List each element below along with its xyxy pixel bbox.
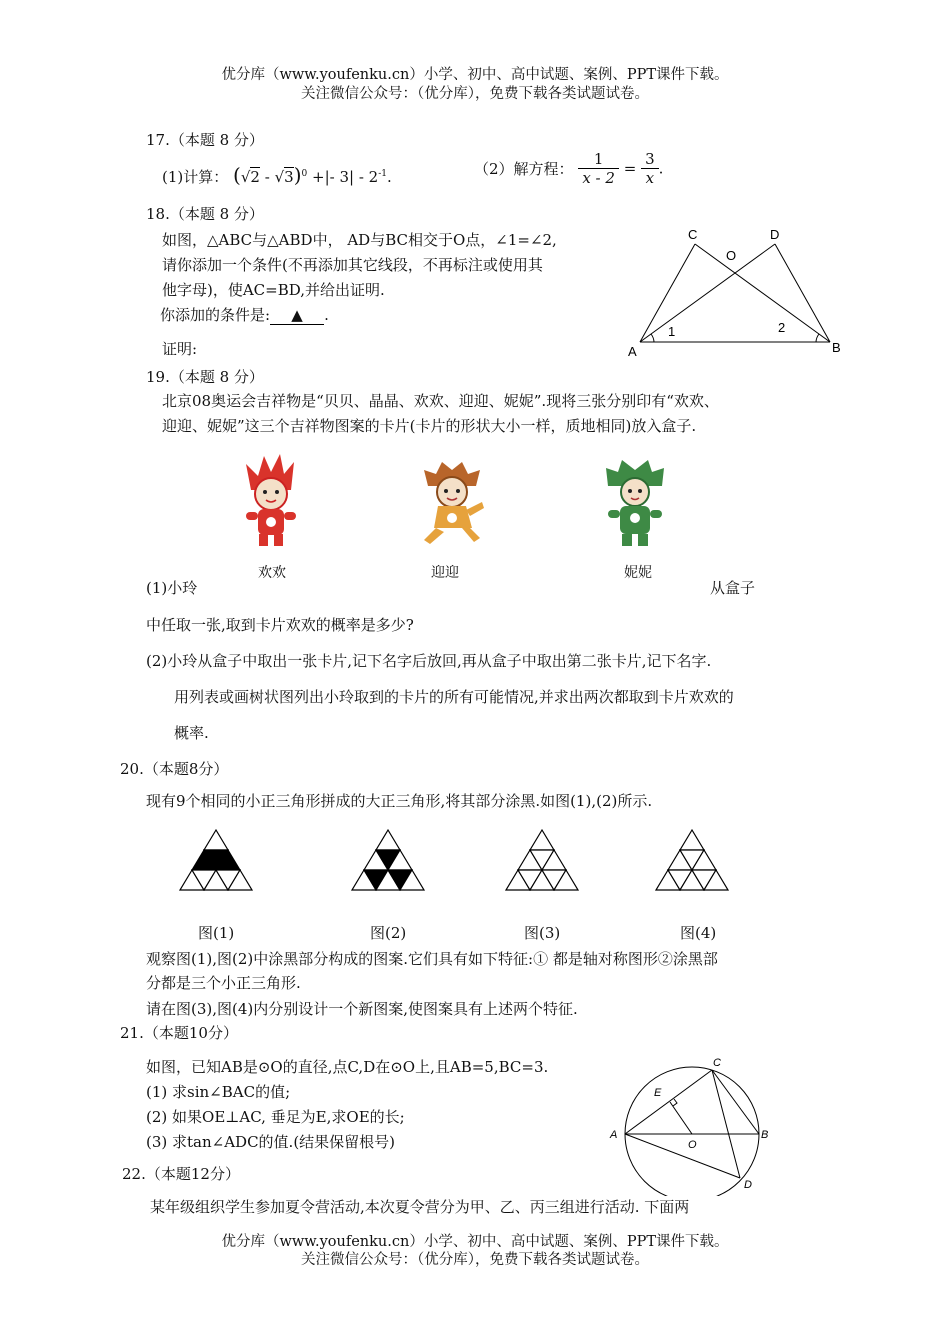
q19-line2: 迎迎、妮妮”这三个吉祥物图案的卡片(卡片的形状大小一样，质地相同)放入盒子. bbox=[162, 417, 697, 435]
q20-line1: 现有9个相同的小正三角形拼成的大正三角形,将其部分涂黑.如图(1),(2)所示. bbox=[146, 792, 653, 810]
q20-line3: 分都是三个小正三角形. bbox=[146, 974, 301, 992]
header-line-2: 关注微信公众号：（优分库），免费下载各类试题试卷。 bbox=[301, 86, 649, 102]
q18-line4: 你添加的条件是: ▲ . bbox=[160, 306, 329, 324]
caption-huanhuan: 欢欢 bbox=[258, 565, 286, 581]
label-angle-2: 2 bbox=[778, 320, 786, 335]
label-A: A bbox=[628, 344, 637, 359]
label-E: E bbox=[654, 1087, 662, 1099]
circle-O bbox=[625, 1067, 759, 1196]
q17-part2: （2）解方程： $\frac{1}{x - 2}$ = $\frac{3}{x}$ . bbox=[474, 150, 664, 187]
q18-line2: 请你添加一个条件(不再添加其它线段，不再标注或使用其 bbox=[162, 256, 543, 274]
label-angle-1: 1 bbox=[668, 324, 676, 339]
q18-triangle-figure bbox=[620, 222, 850, 362]
mascot-nini-image bbox=[602, 458, 668, 552]
q17-p1-label: (1)计算： bbox=[162, 168, 229, 186]
q17-part1: (1)计算： (√2 - √3)$^0$ +|- $3| - 2^{-1}$. bbox=[162, 163, 392, 187]
label-D: D bbox=[770, 227, 780, 242]
label-B: B bbox=[761, 1129, 769, 1141]
angle-1-arc bbox=[651, 334, 654, 342]
q18-line3: 他字母)，使AC=BD,并给出证明. bbox=[162, 281, 385, 299]
right-angle-mark bbox=[673, 1099, 677, 1106]
caption-figure-1: 图(1) bbox=[198, 924, 235, 942]
label-A: A bbox=[610, 1129, 618, 1141]
chord-CD bbox=[712, 1070, 740, 1178]
footer-line-2: 关注微信公众号：（优分库），免费下载各类试题试卷。 bbox=[301, 1252, 649, 1268]
q19-p2-line3: 概率. bbox=[174, 724, 209, 742]
angle-2-arc bbox=[816, 334, 819, 342]
caption-figure-2: 图(2) bbox=[370, 924, 407, 942]
q20-line2: 观察图(1),图(2)中涂黑部分构成的图案.它们具有如下特征:① 都是轴对称图形②涂黑部 bbox=[146, 950, 718, 968]
q17-p1-expr: +|- 3| - 2 bbox=[312, 168, 379, 186]
chord-AD bbox=[625, 1134, 740, 1178]
q18-title: 18.（本题 8 分） bbox=[146, 205, 264, 223]
q20-title: 20.（本题8分） bbox=[120, 760, 229, 778]
chord-BC bbox=[712, 1070, 759, 1134]
q18-proof: 证明: bbox=[162, 340, 198, 358]
q19-p2-line2: 用列表或画树状图列出小玲取到的卡片的所有可能情况,并求出两次都取到卡片欢欢的 bbox=[174, 688, 734, 706]
label-O: O bbox=[688, 1139, 697, 1151]
segment-AD bbox=[640, 244, 775, 342]
q21-circle-figure bbox=[604, 1052, 776, 1196]
q22-title: 22.（本题12分） bbox=[122, 1165, 240, 1183]
q21-line1: 如图，已知AB是⊙O的直径,点C,D在⊙O上,且AB=5,BC=3. bbox=[146, 1058, 549, 1076]
caption-nini: 妮妮 bbox=[624, 565, 652, 581]
label-B: B bbox=[832, 340, 841, 355]
caption-figure-4: 图(4) bbox=[680, 924, 717, 942]
caption-yingying: 迎迎 bbox=[431, 565, 459, 581]
label-D: D bbox=[744, 1179, 752, 1191]
figure-2-triangle bbox=[350, 828, 426, 894]
q21-p3: (3) 求tan∠ADC的值.(结果保留根号) bbox=[146, 1133, 396, 1151]
chord-AC bbox=[625, 1070, 712, 1134]
mascot-yingying-image bbox=[416, 456, 488, 552]
label-C: C bbox=[688, 227, 698, 242]
q17-title: 17.（本题 8 分） bbox=[146, 131, 264, 149]
q18-line1: 如图，△ABC与△ABD中， AD与BC相交于O点，∠1=∠2, bbox=[162, 231, 557, 249]
label-O: O bbox=[726, 248, 737, 263]
q19-p1-right: 从盒子 bbox=[710, 579, 756, 597]
q22-line1: 某年级组织学生参加夏令营活动,本次夏令营分为甲、乙、丙三组进行活动. 下面两 bbox=[150, 1198, 690, 1216]
caption-figure-3: 图(3) bbox=[524, 924, 561, 942]
footer-line-1: 优分库（www.youfenku.cn）小学、初中、高中试题、案例、PPT课件下载。 bbox=[221, 1234, 729, 1250]
label-C: C bbox=[713, 1057, 721, 1069]
q20-line4: 请在图(3),图(4)内分别设计一个新图案,使图案具有上述两个特征. bbox=[146, 1000, 578, 1018]
q19-p1-left: (1)小玲 bbox=[146, 579, 198, 597]
figure-3-triangle bbox=[504, 828, 580, 894]
q21-p2: (2) 如果OE⊥AC, 垂足为E,求OE的长; bbox=[146, 1108, 405, 1126]
q19-title: 19.（本题 8 分） bbox=[146, 368, 264, 386]
mascot-huanhuan-image bbox=[236, 452, 306, 552]
figure-1-triangle bbox=[178, 828, 254, 894]
q19-line1: 北京08奥运会吉祥物是“贝贝、晶晶、欢欢、迎迎、妮妮”.现将三张分别印有“欢欢、 bbox=[162, 392, 719, 410]
answer-blank: ▲ bbox=[270, 306, 324, 325]
figure-4-triangle bbox=[654, 828, 730, 894]
q21-p1: (1) 求sin∠BAC的值; bbox=[146, 1083, 291, 1101]
header-line-1: 优分库（www.youfenku.cn）小学、初中、高中试题、案例、PPT课件下载。 bbox=[221, 67, 729, 83]
q19-p1-cont: 中任取一张,取到卡片欢欢的概率是多少? bbox=[146, 616, 414, 634]
segment-OE bbox=[670, 1102, 692, 1134]
q19-p2-line1: (2)小玲从盒子中取出一张卡片,记下名字后放回,再从盒子中取出第二张卡片,记下名字. bbox=[146, 652, 712, 670]
q17-p2-label: （2）解方程： bbox=[474, 160, 574, 178]
q21-title: 21.（本题10分） bbox=[120, 1024, 238, 1042]
segment-BC bbox=[695, 244, 830, 342]
